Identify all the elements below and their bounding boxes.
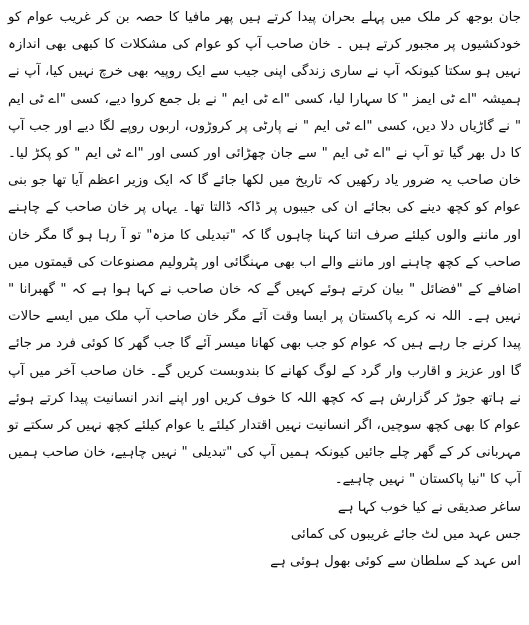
article-paragraph: جان بوجھ کر ملک میں پہلے بحران پیدا کرتے ہیں پھر مافیا کا حصہ بن کر غریب عوام کو خودکشیوں پر مجبور کرتے ہیں ۔ خان صاحب آپ کو عوام کی مشکلات کا کبھی بھی اندازہ نہیں ہو سکتا کیونکہ آپ نے ساری زندگی اپنی جیب سے ایک روپیہ بھی خرچ نہیں کیا، آپ نے ہمیشہ "اے ٹی ایمز " کا سہارا لیا، کسی "اے ٹی ایم " نے بل جمع کروا دیے، کسی "اے ٹی ایم " نے گاڑیاں دلا دیں، کسی "اے ٹی ایم " نے پارٹی پر کروڑوں، اربوں روپے لگا دیے اور جب آپ کا دل بھر گیا تو آپ نے "اے ٹی ایم " سے جان چھڑائی اور کسی اور "اے ٹی ایم " کو پکڑ لیا۔ خان صاحب یہ ضرور یاد رکھیں کہ تاریخ میں لکھا جائے گا کہ ایک وزیر اعظم آیا تھا جو بنی عوام کو کچھ دینے کی بجائے ان کی جیبوں پر ڈاکہ ڈالتا تھا۔ یہاں پر خان صاحب کے چاہنے اور ماننے والوں کیلئے صرف اتنا کہنا چاہوں گا کہ "تبدیلی کا مزہ" تو آ رہا ہو گا مگر خان صاحب کے کچھ چاہنے اور ماننے والے اب بھی مہنگائی اور پٹرولیم مصنوعات کی قیمتوں میں اضافے کے "فضائل " بیان کرتے ہوئے کہیں گے کہ خان صاحب نے کہا ہوا ہے کہ " گھبرانا " نہیں ہے۔ اللہ نہ کرے پاکستان پر ایسا وقت آئے مگر خان صاحب آپ ملک میں ایسے حالات پیدا کرنے جا رہے ہیں کہ عوام کو جب بھی کھانا میسر آئے گا جب گھر کا کوئی فرد مر جائے گا اور عزیز و اقارب وار گرد کے لوگ کھانے کا بندوبست کریں گے۔ خان صاحب آخر میں آپ نے ہاتھ جوڑ کر گزارش ہے کہ کچھ اللہ کا خوف کریں اور اپنے اندر انسانیت پیدا کرتے ہوئے عوام کا بھی کچھ سوچیں، اگر انسانیت نہیں اقتدار کیلئے یا عوام کیلئے کچھ نہیں کر سکتے تو مہربانی کر کے گھر چلے جائیں کیونکہ ہمیں آپ کی "تبدیلی " نہیں چاہیے، خان صاحب ہمیں آپ کا "نیا پاکستان " نہیں چاہیے۔ [8, 10, 521, 488]
poetry-line-1: جس عہد میں لٹ جائے غریبوں کی کمائی [290, 526, 521, 542]
poetry-attribution: ساغر صدیقی نے کیا خوب کہا ہے [337, 499, 521, 515]
poetry-line-2: اس عہد کے سلطان سے کوئی بھول ہوئی ہے [270, 554, 521, 570]
poetry-block [8, 494, 521, 576]
